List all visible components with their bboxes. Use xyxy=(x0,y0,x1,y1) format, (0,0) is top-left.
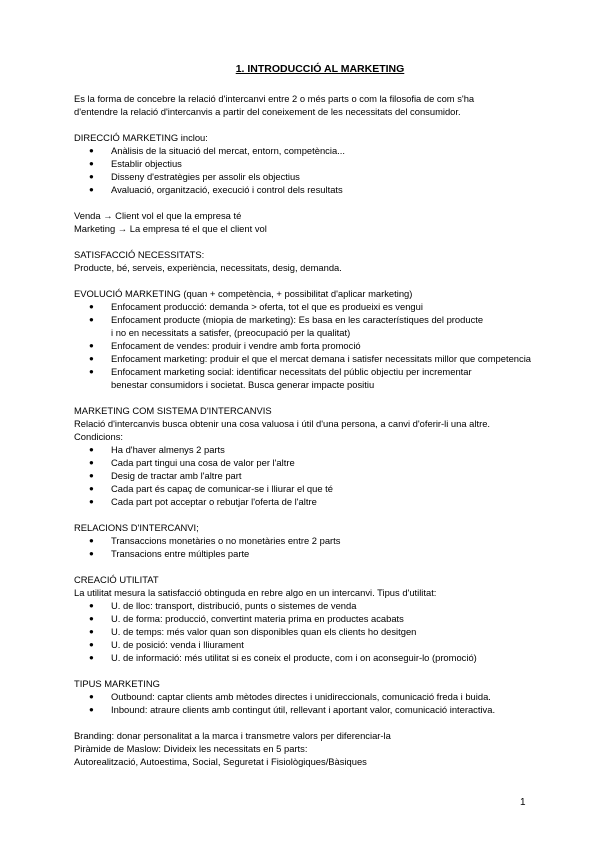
section-heading: RELACIONS D'INTERCANVI; xyxy=(74,522,199,533)
list-item xyxy=(74,183,554,196)
bullet-icon: ● xyxy=(89,705,94,714)
list-item-text: Cada part pot acceptar o rebutjar l'oferta de l'altre xyxy=(111,496,317,507)
bullet-icon: ● xyxy=(89,614,94,623)
page-title: 1. INTRODUCCIÓ AL MARKETING xyxy=(235,63,405,75)
section-utilitat xyxy=(74,573,554,664)
intro-line: d'entendre la relació d'intercanvis a partir del coneixement de les necessitats del consumidor. xyxy=(74,106,461,117)
document-page xyxy=(74,62,554,768)
bullet-icon: ● xyxy=(89,549,94,558)
section-text: Relació d'intercanvis busca obtenir una cosa valuosa i útil d'una persona, a canvi d'oferir-li una altre. xyxy=(74,418,491,429)
bullet-icon: ● xyxy=(89,315,94,324)
list-item-continuation: benestar consumidors i societat. Busca generar impacte positiu xyxy=(111,379,375,390)
section-relacions xyxy=(74,521,554,560)
list-item xyxy=(74,612,554,625)
list-item-text: U. de temps: més valor quan son disponibles quan els clients ho desitgen xyxy=(111,626,417,637)
section-venda xyxy=(74,209,554,235)
bullet-icon: ● xyxy=(89,640,94,649)
bullet-icon: ● xyxy=(89,146,94,155)
bullet-icon: ● xyxy=(89,341,94,350)
bullet-list xyxy=(74,300,554,391)
list-item xyxy=(74,547,554,560)
venda-line: Venda → Client vol el que la empresa té xyxy=(74,210,242,221)
bullet-icon: ● xyxy=(89,185,94,194)
list-item-text: Establir objectius xyxy=(111,158,182,169)
bullet-icon: ● xyxy=(89,172,94,181)
intro-paragraph xyxy=(74,92,554,118)
bullet-list xyxy=(74,534,554,560)
section-final xyxy=(74,729,554,768)
list-item xyxy=(74,625,554,638)
list-item xyxy=(74,495,554,508)
list-item xyxy=(74,599,554,612)
list-item xyxy=(74,352,554,365)
list-item-text: Inbound: atraure clients amb contingut útil, rellevant i aportant valor, comunicació interactiva. xyxy=(111,704,496,715)
list-item-text: Outbound: captar clients amb mètodes directes i unidireccionals, comunicació freda i buida. xyxy=(111,691,491,702)
intro-line: Es la forma de concebre la relació d'intercanvi entre 2 o més parts o com la filosofia de com s'ha xyxy=(74,93,475,104)
list-item xyxy=(74,703,554,716)
branding-line: Branding: donar personalitat a la marca i transmetre valors per diferenciar-la xyxy=(74,730,391,741)
bullet-icon: ● xyxy=(89,458,94,467)
list-item-text: U. de forma: producció, convertint materia prima en productes acabats xyxy=(111,613,404,624)
list-item xyxy=(74,690,554,703)
list-item-text: Anàlisis de la situació del mercat, entorn, competència... xyxy=(111,145,345,156)
section-tipus xyxy=(74,677,554,716)
list-item-text: Enfocament marketing social: identificar necessitats del públic objectiu per incrementar xyxy=(111,366,472,377)
list-item-text: Enfocament de vendes: produir i vendre amb forta promoció xyxy=(111,340,361,351)
list-item-text: U. de lloc: transport, distribució, punts o sistemes de venda xyxy=(111,600,357,611)
bullet-icon: ● xyxy=(89,627,94,636)
maslow-levels-line: Autorealització, Autoestima, Social, Seguretat i Fisiològiques/Bàsiques xyxy=(74,756,367,767)
list-item xyxy=(74,170,554,183)
list-item xyxy=(74,534,554,547)
section-satisfaccio xyxy=(74,248,554,274)
section-text: La utilitat mesura la satisfacció obtinguda en rebre algo en un intercanvi. Tipus d'utilitat: xyxy=(74,587,437,598)
list-item-text: U. de informació: més utilitat si es coneix el producte, com i on aconseguir-lo (promoció) xyxy=(111,652,477,663)
list-item-text: Ha d'haver almenys 2 parts xyxy=(111,444,225,455)
bullet-icon: ● xyxy=(89,471,94,480)
bullet-icon: ● xyxy=(89,484,94,493)
section-heading: MARKETING COM SISTEMA D'INTERCANVIS xyxy=(74,405,272,416)
list-item-text: Disseny d'estratègies per assolir els objectius xyxy=(111,171,300,182)
list-item-text: Transaccions monetàries o no monetàries entre 2 parts xyxy=(111,535,341,546)
condicions-label: Condicions: xyxy=(74,431,123,442)
bullet-list xyxy=(74,690,554,716)
bullet-icon: ● xyxy=(89,354,94,363)
bullet-icon: ● xyxy=(89,601,94,610)
bullet-icon: ● xyxy=(89,445,94,454)
list-item-text: Avaluació, organització, execució i control dels resultats xyxy=(111,184,343,195)
bullet-icon: ● xyxy=(89,302,94,311)
list-item xyxy=(74,365,554,391)
section-heading: DIRECCIÓ MARKETING inclou: xyxy=(74,132,208,143)
list-item xyxy=(74,482,554,495)
bullet-icon: ● xyxy=(89,159,94,168)
bullet-icon: ● xyxy=(89,653,94,662)
bullet-icon: ● xyxy=(89,497,94,506)
list-item-text: Cada part és capaç de comunicar-se i lliurar el que té xyxy=(111,483,333,494)
list-item xyxy=(74,300,554,313)
list-item-text: Desig de tractar amb l'altre part xyxy=(111,470,242,481)
bullet-list xyxy=(74,599,554,664)
section-heading: EVOLUCIÓ MARKETING (quan + competència, + possibilitat d'aplicar marketing) xyxy=(74,288,413,299)
maslow-line: Piràmide de Maslow: Divideix les necessitats en 5 parts: xyxy=(74,743,308,754)
marketing-line: Marketing → La empresa té el que el client vol xyxy=(74,223,267,234)
bullet-icon: ● xyxy=(89,367,94,376)
list-item-text: Cada part tingui una cosa de valor per l'altre xyxy=(111,457,295,468)
list-item-text: Enfocament producte (miopia de marketing): Es basa en les característiques del producte xyxy=(111,314,484,325)
section-heading: TIPUS MARKETING xyxy=(74,678,160,689)
bullet-icon: ● xyxy=(89,692,94,701)
section-sistema xyxy=(74,404,554,508)
list-item-text: U. de posició: venda i lliurament xyxy=(111,639,244,650)
list-item xyxy=(74,313,554,339)
section-direccio xyxy=(74,131,554,196)
bullet-list xyxy=(74,144,554,196)
list-item xyxy=(74,157,554,170)
section-text: Producte, bé, serveis, experiència, necessitats, desig, demanda. xyxy=(74,262,342,273)
list-item-text: Enfocament marketing: produir el que el mercat demana i satisfer necessitats millor que competencia xyxy=(111,353,531,364)
list-item xyxy=(74,651,554,664)
bullet-list xyxy=(74,443,554,508)
section-heading: CREACIÓ UTILITAT xyxy=(74,574,159,585)
list-item xyxy=(74,456,554,469)
section-evolucio xyxy=(74,287,554,391)
list-item xyxy=(74,638,554,651)
list-item xyxy=(74,339,554,352)
section-heading: SATISFACCIÓ NECESSITATS: xyxy=(74,249,205,260)
bullet-icon: ● xyxy=(89,536,94,545)
list-item-continuation: i no en necessitats a satisfer, (preocupació per la qualitat) xyxy=(111,327,351,338)
page-number: 1 xyxy=(520,797,526,808)
list-item-text: Transacions entre múltiples parte xyxy=(111,548,250,559)
list-item-text: Enfocament producció: demanda > oferta, tot el que es produeixi es vengui xyxy=(111,301,423,312)
list-item xyxy=(74,469,554,482)
list-item xyxy=(74,443,554,456)
list-item xyxy=(74,144,554,157)
